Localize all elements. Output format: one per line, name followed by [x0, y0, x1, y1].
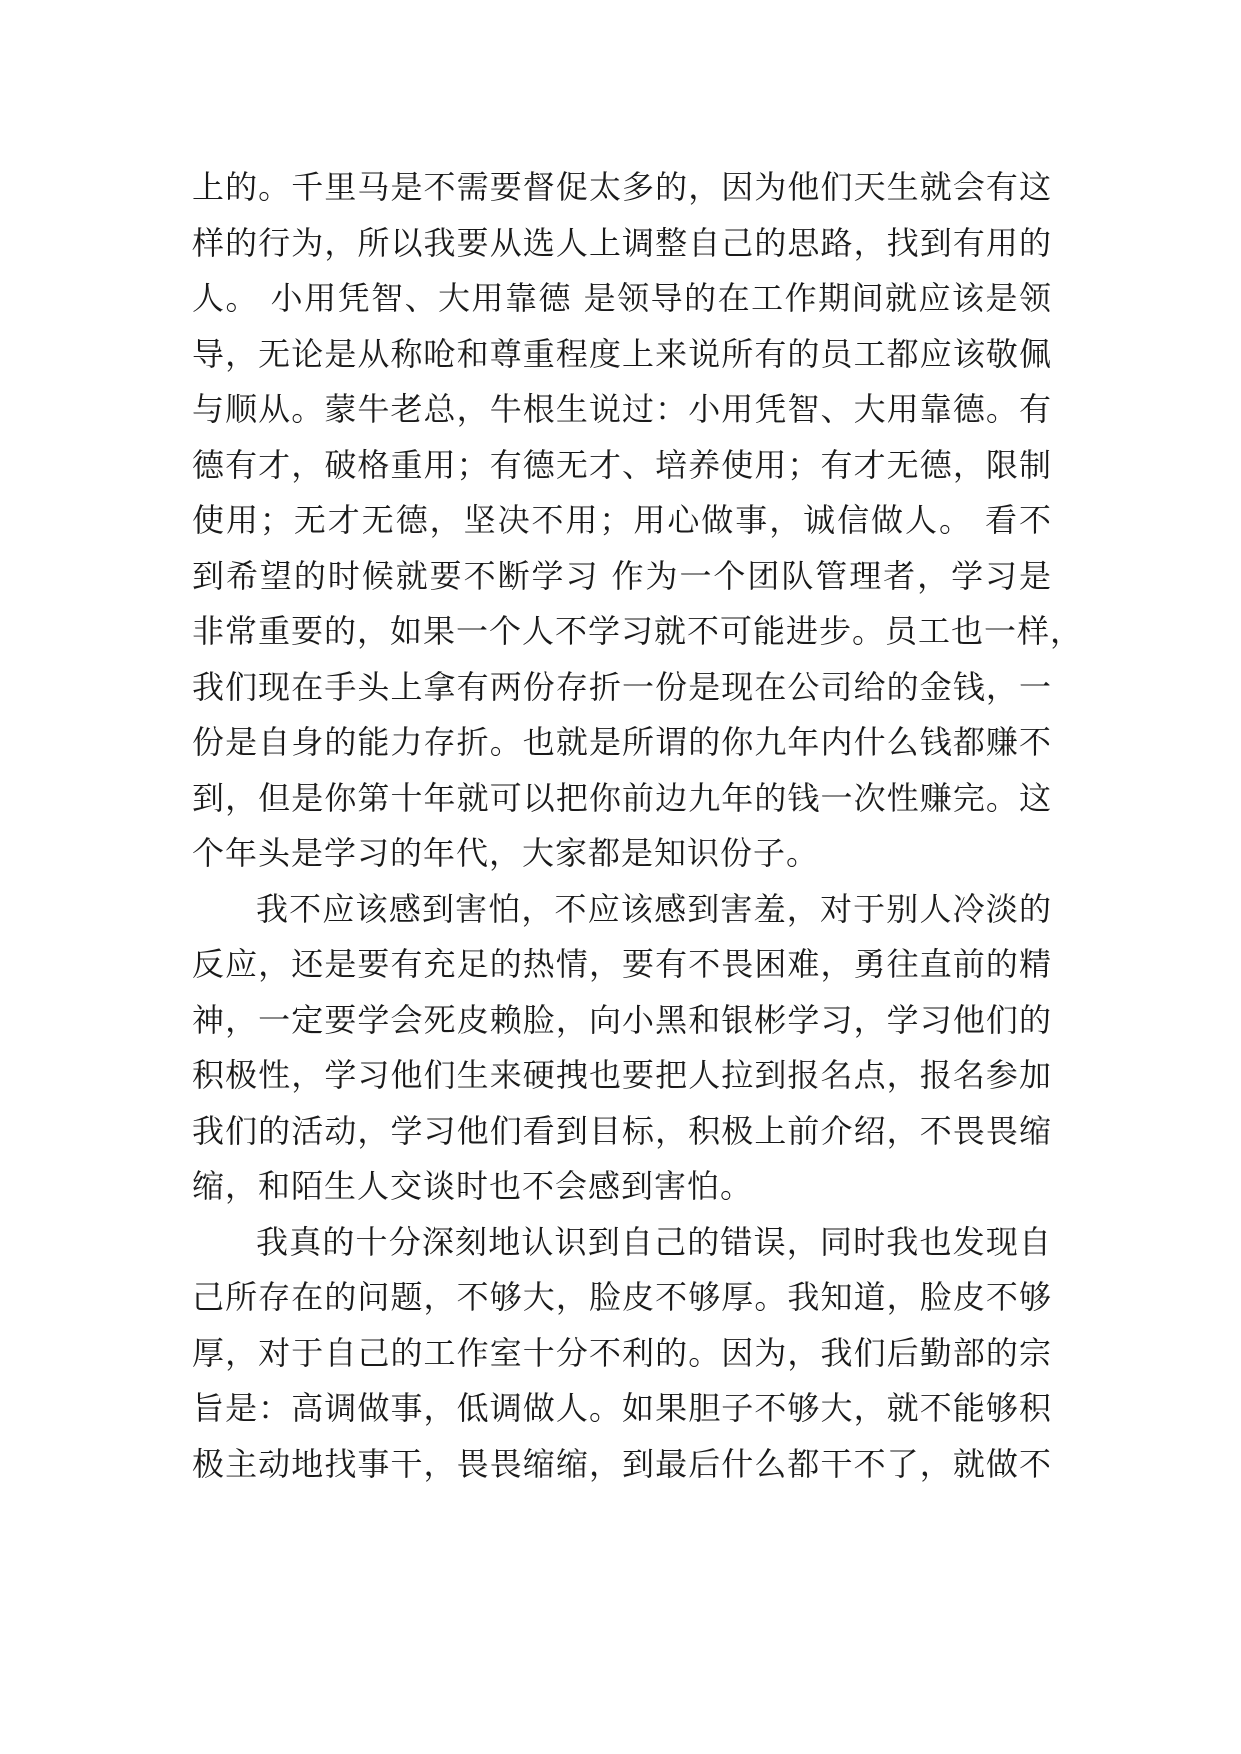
- text-line: 与顺从。蒙牛老总，牛根生说过：小用凭智、大用靠德。有: [192, 390, 1052, 428]
- text-line: 我们现在手头上拿有两份存折一份是现在公司给的金钱，一: [192, 667, 1052, 706]
- text-line: 非常重要的，如果一个人不学习就不可能进步。员工也一样，: [192, 612, 1084, 650]
- text-line: 缩，和陌生人交谈时也不会感到害怕。: [192, 1167, 754, 1205]
- text-line: 到希望的时候就要不断学习 作为一个团队管理者，学习是: [192, 556, 1052, 595]
- text-line: 神，一定要学会死皮赖脸，向小黑和银彬学习，学习他们的: [192, 1000, 1052, 1039]
- paragraph-first-line: 我真的十分深刻地认识到自己的错误，同时我也发现自: [256, 1222, 1052, 1261]
- text-line: 样的行为，所以我要从选人上调整自己的思路，找到有用的: [192, 223, 1052, 262]
- text-line: 到，但是你第十年就可以把你前边九年的钱一次性赚完。这: [192, 778, 1052, 817]
- text-line: 极主动地找事干，畏畏缩缩，到最后什么都干不了，就做不: [192, 1444, 1052, 1483]
- text-line: 反应，还是要有充足的热情，要有不畏困难，勇往直前的精: [192, 945, 1052, 983]
- text-line: 人。 小用凭智、大用靠德 是领导的在工作期间就应该是领: [192, 279, 1052, 317]
- text-line: 旨是：高调做事，低调做人。如果胆子不够大，就不能够积: [192, 1389, 1052, 1427]
- text-line: 厚，对于自己的工作室十分不利的。因为，我们后勤部的宗: [192, 1333, 1052, 1372]
- text-line: 积极性，学习他们生来硬拽也要把人拉到报名点，报名参加: [192, 1056, 1052, 1094]
- text-line: 上的。千里马是不需要督促太多的，因为他们天生就会有这: [192, 168, 1052, 206]
- text-line: 份是自身的能力存折。也就是所谓的你九年内什么钱都赚不: [192, 723, 1052, 761]
- paragraph-first-line: 我不应该感到害怕，不应该感到害羞，对于别人冷淡的: [256, 889, 1052, 928]
- text-line: 德有才，破格重用；有德无才、培养使用；有才无德，限制: [192, 445, 1052, 484]
- text-line: 个年头是学习的年代，大家都是知识份子。: [192, 834, 820, 872]
- text-line: 使用；无才无德，坚决不用；用心做事，诚信做人。 看不: [192, 501, 1052, 539]
- text-line: 我们的活动，学习他们看到目标，积极上前介绍，不畏畏缩: [192, 1111, 1052, 1150]
- document-body: [192, 160, 1084, 1492]
- text-line: 己所存在的问题，不够大，脸皮不够厚。我知道，脸皮不够: [192, 1278, 1052, 1316]
- text-line: 导，无论是从称呛和尊重程度上来说所有的员工都应该敬佩: [192, 334, 1052, 373]
